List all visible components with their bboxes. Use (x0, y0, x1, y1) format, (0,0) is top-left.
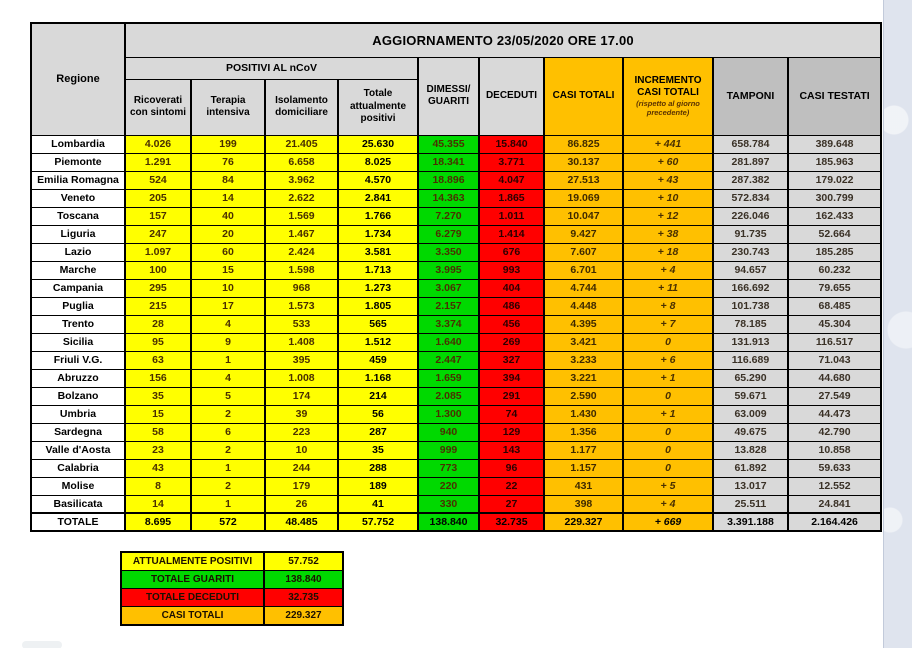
value-cell: 18.341 (418, 153, 479, 171)
value-cell: 138.840 (418, 513, 479, 531)
column-header-regione: Regione (31, 23, 125, 135)
value-cell: 2 (191, 405, 265, 423)
value-cell: 23 (125, 441, 191, 459)
value-cell: 1.598 (265, 261, 338, 279)
table-row (31, 477, 881, 495)
value-cell: 3.421 (544, 333, 623, 351)
value-cell: + 38 (623, 225, 713, 243)
value-cell: 1.097 (125, 243, 191, 261)
value-cell: 94.657 (713, 261, 788, 279)
value-cell: 2.157 (418, 297, 479, 315)
value-cell: 2.164.426 (788, 513, 881, 531)
value-cell: 1.640 (418, 333, 479, 351)
value-cell: 1.011 (479, 207, 544, 225)
value-cell: 6.658 (265, 153, 338, 171)
value-cell: 27.549 (788, 387, 881, 405)
region-cell: Sicilia (31, 333, 125, 351)
value-cell: 76 (191, 153, 265, 171)
value-cell: + 60 (623, 153, 713, 171)
column-header-incremento (623, 57, 713, 135)
value-cell: 41 (338, 495, 418, 513)
value-cell: 0 (623, 423, 713, 441)
value-cell: 287.382 (713, 171, 788, 189)
value-cell: 116.517 (788, 333, 881, 351)
value-cell: 2 (191, 477, 265, 495)
region-cell: Lazio (31, 243, 125, 261)
region-cell: Marche (31, 261, 125, 279)
value-cell: 1.408 (265, 333, 338, 351)
region-cell: Molise (31, 477, 125, 495)
value-cell: 1.573 (265, 297, 338, 315)
value-cell: 1.157 (544, 459, 623, 477)
value-cell: 95 (125, 333, 191, 351)
region-cell: Lombardia (31, 135, 125, 153)
value-cell: 17 (191, 297, 265, 315)
legend-value: 57.752 (264, 552, 343, 571)
value-cell: 3.350 (418, 243, 479, 261)
value-cell: 404 (479, 279, 544, 297)
value-cell: 157 (125, 207, 191, 225)
value-cell: 57.752 (338, 513, 418, 531)
value-cell: 100 (125, 261, 191, 279)
value-cell: 60.232 (788, 261, 881, 279)
value-cell: 39 (265, 405, 338, 423)
value-cell: 79.655 (788, 279, 881, 297)
value-cell: + 1 (623, 369, 713, 387)
value-cell: 1 (191, 495, 265, 513)
region-cell: Bolzano (31, 387, 125, 405)
legend-label: TOTALE GUARITI (121, 571, 264, 589)
value-cell: 269 (479, 333, 544, 351)
region-cell: Calabria (31, 459, 125, 477)
value-cell: 59.633 (788, 459, 881, 477)
value-cell: 4.395 (544, 315, 623, 333)
table-row (31, 225, 881, 243)
region-cell: Toscana (31, 207, 125, 225)
value-cell: 30.137 (544, 153, 623, 171)
value-cell: 35 (338, 441, 418, 459)
region-cell: Veneto (31, 189, 125, 207)
table-row (31, 135, 881, 153)
value-cell: 486 (479, 297, 544, 315)
legend-row (121, 571, 343, 589)
value-cell: 25.511 (713, 495, 788, 513)
column-group-positivi: POSITIVI AL nCoV (125, 57, 418, 79)
value-cell: 4 (191, 315, 265, 333)
value-cell: 71.043 (788, 351, 881, 369)
value-cell: 27.513 (544, 171, 623, 189)
value-cell: 19.069 (544, 189, 623, 207)
value-cell: 2.590 (544, 387, 623, 405)
value-cell: 214 (338, 387, 418, 405)
value-cell: 968 (265, 279, 338, 297)
value-cell: 7.270 (418, 207, 479, 225)
region-cell: Puglia (31, 297, 125, 315)
value-cell: 199 (191, 135, 265, 153)
value-cell: 398 (544, 495, 623, 513)
region-cell: Campania (31, 279, 125, 297)
value-cell: 10.858 (788, 441, 881, 459)
value-cell: + 12 (623, 207, 713, 225)
value-cell: 1.008 (265, 369, 338, 387)
value-cell: 91.735 (713, 225, 788, 243)
value-cell: 129 (479, 423, 544, 441)
value-cell: 18.896 (418, 171, 479, 189)
table-row (31, 333, 881, 351)
value-cell: 0 (623, 333, 713, 351)
value-cell: 658.784 (713, 135, 788, 153)
value-cell: 32.735 (479, 513, 544, 531)
legend-row (121, 589, 343, 607)
value-cell: 1.865 (479, 189, 544, 207)
legend-label: TOTALE DECEDUTI (121, 589, 264, 607)
value-cell: 4.026 (125, 135, 191, 153)
value-cell: 281.897 (713, 153, 788, 171)
table-row (31, 441, 881, 459)
incremento-label: INCREMENTO CASI TOTALI (634, 74, 702, 98)
value-cell: 101.738 (713, 297, 788, 315)
region-cell: Basilicata (31, 495, 125, 513)
value-cell: 288 (338, 459, 418, 477)
value-cell: 45.355 (418, 135, 479, 153)
value-cell: 59.671 (713, 387, 788, 405)
column-header-tamponi: TAMPONI (713, 57, 788, 135)
value-cell: 8.695 (125, 513, 191, 531)
value-cell: 96 (479, 459, 544, 477)
value-cell: 43 (125, 459, 191, 477)
value-cell: 459 (338, 351, 418, 369)
region-cell: TOTALE (31, 513, 125, 531)
value-cell: 28 (125, 315, 191, 333)
value-cell: 2.841 (338, 189, 418, 207)
value-cell: 1.467 (265, 225, 338, 243)
value-cell: 42.790 (788, 423, 881, 441)
value-cell: 27 (479, 495, 544, 513)
table-row (31, 189, 881, 207)
value-cell: 565 (338, 315, 418, 333)
table-row (31, 369, 881, 387)
page-edge-artifact (22, 641, 62, 648)
value-cell: 58 (125, 423, 191, 441)
value-cell: 456 (479, 315, 544, 333)
value-cell: 395 (265, 351, 338, 369)
value-cell: 3.581 (338, 243, 418, 261)
value-cell: 0 (623, 441, 713, 459)
value-cell: 4.570 (338, 171, 418, 189)
table-row (31, 171, 881, 189)
value-cell: 20 (191, 225, 265, 243)
legend-label: ATTUALMENTE POSITIVI (121, 552, 264, 571)
value-cell: + 18 (623, 243, 713, 261)
value-cell: 291 (479, 387, 544, 405)
value-cell: + 4 (623, 495, 713, 513)
value-cell: 1.569 (265, 207, 338, 225)
value-cell: 1.659 (418, 369, 479, 387)
value-cell: 431 (544, 477, 623, 495)
table-row (31, 279, 881, 297)
region-cell: Umbria (31, 405, 125, 423)
covid-region-table (30, 22, 882, 532)
value-cell: 0 (623, 387, 713, 405)
value-cell: 223 (265, 423, 338, 441)
table-row (31, 297, 881, 315)
value-cell: 215 (125, 297, 191, 315)
value-cell: 2 (191, 441, 265, 459)
value-cell: 244 (265, 459, 338, 477)
value-cell: 1.273 (338, 279, 418, 297)
value-cell: 1.766 (338, 207, 418, 225)
legend-body (121, 552, 343, 625)
value-cell: 24.841 (788, 495, 881, 513)
value-cell: 2.085 (418, 387, 479, 405)
value-cell: 7.607 (544, 243, 623, 261)
value-cell: 4.448 (544, 297, 623, 315)
value-cell: 572.834 (713, 189, 788, 207)
table-row (31, 243, 881, 261)
value-cell: + 10 (623, 189, 713, 207)
value-cell: + 5 (623, 477, 713, 495)
value-cell: 220 (418, 477, 479, 495)
region-cell: Piemonte (31, 153, 125, 171)
value-cell: 3.374 (418, 315, 479, 333)
column-header-casi-totali: CASI TOTALI (544, 57, 623, 135)
value-cell: 86.825 (544, 135, 623, 153)
value-cell: + 7 (623, 315, 713, 333)
value-cell: 44.680 (788, 369, 881, 387)
value-cell: 15 (125, 405, 191, 423)
value-cell: 185.285 (788, 243, 881, 261)
table-row (31, 315, 881, 333)
value-cell: + 8 (623, 297, 713, 315)
value-cell: 6.701 (544, 261, 623, 279)
table-row (31, 207, 881, 225)
value-cell: 56 (338, 405, 418, 423)
value-cell: 179 (265, 477, 338, 495)
value-cell: 330 (418, 495, 479, 513)
value-cell: 3.233 (544, 351, 623, 369)
value-cell: + 4 (623, 261, 713, 279)
value-cell: 63.009 (713, 405, 788, 423)
value-cell: 524 (125, 171, 191, 189)
value-cell: 10 (191, 279, 265, 297)
value-cell: 156 (125, 369, 191, 387)
value-cell: 61.892 (713, 459, 788, 477)
region-cell: Friuli V.G. (31, 351, 125, 369)
value-cell: 6 (191, 423, 265, 441)
table-row (31, 495, 881, 513)
value-cell: 44.473 (788, 405, 881, 423)
value-cell: 999 (418, 441, 479, 459)
value-cell: 4.047 (479, 171, 544, 189)
table-body (31, 135, 881, 531)
value-cell: 14 (125, 495, 191, 513)
value-cell: 15 (191, 261, 265, 279)
table-row (31, 387, 881, 405)
legend-value: 138.840 (264, 571, 343, 589)
legend-value: 229.327 (264, 607, 343, 626)
value-cell: 21.405 (265, 135, 338, 153)
value-cell: 131.913 (713, 333, 788, 351)
value-cell: 327 (479, 351, 544, 369)
value-cell: 10.047 (544, 207, 623, 225)
value-cell: 15.840 (479, 135, 544, 153)
value-cell: 2.447 (418, 351, 479, 369)
column-header-deceduti: DECEDUTI (479, 57, 544, 135)
value-cell: 49.675 (713, 423, 788, 441)
value-cell: 26 (265, 495, 338, 513)
value-cell: 993 (479, 261, 544, 279)
value-cell: 3.995 (418, 261, 479, 279)
value-cell: 143 (479, 441, 544, 459)
value-cell: 3.221 (544, 369, 623, 387)
value-cell: + 43 (623, 171, 713, 189)
value-cell: 1.356 (544, 423, 623, 441)
value-cell: 1.168 (338, 369, 418, 387)
value-cell: 35 (125, 387, 191, 405)
value-cell: 676 (479, 243, 544, 261)
table-row (31, 351, 881, 369)
value-cell: 174 (265, 387, 338, 405)
value-cell: 8 (125, 477, 191, 495)
value-cell: + 441 (623, 135, 713, 153)
value-cell: 3.771 (479, 153, 544, 171)
column-header-ricoverati: Ricoverati con sintomi (125, 79, 191, 135)
region-cell: Trento (31, 315, 125, 333)
value-cell: 116.689 (713, 351, 788, 369)
legend-row (121, 607, 343, 626)
value-cell: 1.805 (338, 297, 418, 315)
region-cell: Valle d'Aosta (31, 441, 125, 459)
value-cell: 1.430 (544, 405, 623, 423)
value-cell: 1.512 (338, 333, 418, 351)
value-cell: 4.744 (544, 279, 623, 297)
value-cell: 45.304 (788, 315, 881, 333)
value-cell: 25.630 (338, 135, 418, 153)
value-cell: + 11 (623, 279, 713, 297)
value-cell: 179.022 (788, 171, 881, 189)
value-cell: 189 (338, 477, 418, 495)
value-cell: 1.414 (479, 225, 544, 243)
value-cell: 295 (125, 279, 191, 297)
value-cell: 13.017 (713, 477, 788, 495)
value-cell: 247 (125, 225, 191, 243)
value-cell: 1.291 (125, 153, 191, 171)
column-header-dimessi-guariti: DIMESSI/ GUARITI (418, 57, 479, 135)
value-cell: 5 (191, 387, 265, 405)
value-cell: 8.025 (338, 153, 418, 171)
value-cell: 3.391.188 (713, 513, 788, 531)
value-cell: 65.290 (713, 369, 788, 387)
value-cell: 940 (418, 423, 479, 441)
value-cell: 13.828 (713, 441, 788, 459)
value-cell: 230.743 (713, 243, 788, 261)
region-cell: Sardegna (31, 423, 125, 441)
value-cell: 2.622 (265, 189, 338, 207)
value-cell: 48.485 (265, 513, 338, 531)
column-header-terapia-intensiva: Terapia intensiva (191, 79, 265, 135)
column-header-isolamento: Isolamento domiciliare (265, 79, 338, 135)
value-cell: 78.185 (713, 315, 788, 333)
value-cell: 185.963 (788, 153, 881, 171)
column-header-totale-positivi: Totale attualmente positivi (338, 79, 418, 135)
value-cell: 9 (191, 333, 265, 351)
value-cell: 0 (623, 459, 713, 477)
value-cell: 14 (191, 189, 265, 207)
value-cell: 1.713 (338, 261, 418, 279)
value-cell: 63 (125, 351, 191, 369)
incremento-note: (rispetto al giorno precedente) (636, 98, 700, 117)
value-cell: 2.424 (265, 243, 338, 261)
value-cell: 12.552 (788, 477, 881, 495)
table-row (31, 423, 881, 441)
value-cell: 1.734 (338, 225, 418, 243)
value-cell: 1 (191, 351, 265, 369)
value-cell: + 1 (623, 405, 713, 423)
region-cell: Emilia Romagna (31, 171, 125, 189)
value-cell: 4 (191, 369, 265, 387)
value-cell: 52.664 (788, 225, 881, 243)
value-cell: 10 (265, 441, 338, 459)
region-cell: Abruzzo (31, 369, 125, 387)
value-cell: 68.485 (788, 297, 881, 315)
value-cell: 14.363 (418, 189, 479, 207)
value-cell: + 669 (623, 513, 713, 531)
table-row (31, 153, 881, 171)
column-header-casi-testati: CASI TESTATI (788, 57, 881, 135)
value-cell: 1.300 (418, 405, 479, 423)
summary-legend (120, 551, 344, 626)
value-cell: 84 (191, 171, 265, 189)
total-row (31, 513, 881, 531)
value-cell: 3.962 (265, 171, 338, 189)
table-row (31, 459, 881, 477)
value-cell: 1.177 (544, 441, 623, 459)
value-cell: 287 (338, 423, 418, 441)
value-cell: 226.046 (713, 207, 788, 225)
table-row (31, 405, 881, 423)
legend-value: 32.735 (264, 589, 343, 607)
value-cell: 3.067 (418, 279, 479, 297)
value-cell: 162.433 (788, 207, 881, 225)
value-cell: 205 (125, 189, 191, 207)
value-cell: 22 (479, 477, 544, 495)
value-cell: 40 (191, 207, 265, 225)
value-cell: 533 (265, 315, 338, 333)
value-cell: 394 (479, 369, 544, 387)
value-cell: 1 (191, 459, 265, 477)
value-cell: 6.279 (418, 225, 479, 243)
legend-row (121, 552, 343, 571)
value-cell: 572 (191, 513, 265, 531)
value-cell: 74 (479, 405, 544, 423)
table-title: AGGIORNAMENTO 23/05/2020 ORE 17.00 (125, 23, 881, 57)
value-cell: 60 (191, 243, 265, 261)
value-cell: 300.799 (788, 189, 881, 207)
value-cell: 773 (418, 459, 479, 477)
value-cell: 166.692 (713, 279, 788, 297)
value-cell: 9.427 (544, 225, 623, 243)
region-cell: Liguria (31, 225, 125, 243)
value-cell: 229.327 (544, 513, 623, 531)
legend-label: CASI TOTALI (121, 607, 264, 626)
value-cell: + 6 (623, 351, 713, 369)
table-row (31, 261, 881, 279)
value-cell: 389.648 (788, 135, 881, 153)
decorative-side-strip (883, 0, 912, 648)
